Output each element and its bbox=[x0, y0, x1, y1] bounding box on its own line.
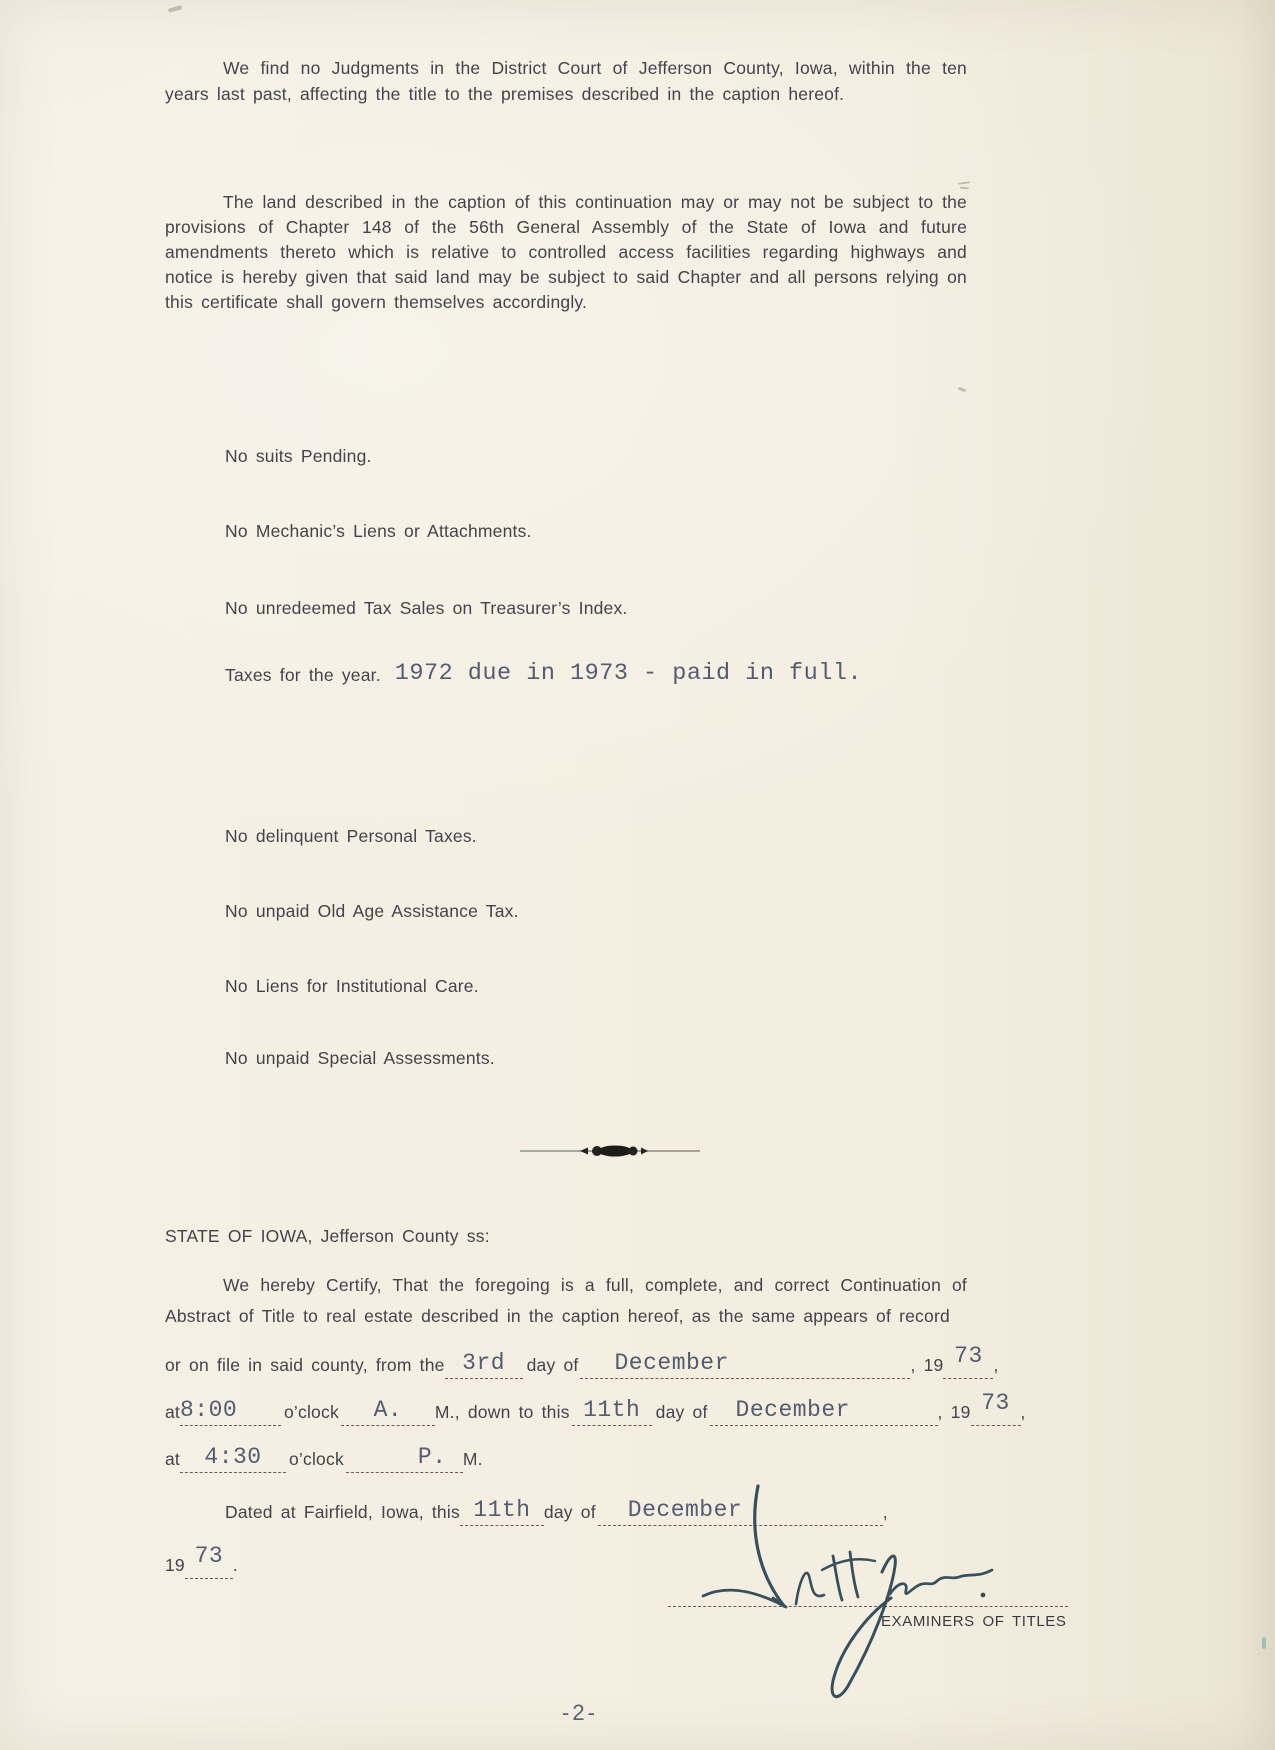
dated-comma: , bbox=[882, 1502, 888, 1522]
fill2-month-value: December bbox=[735, 1397, 850, 1423]
dated-prefix: Dated at Fairfield, Iowa, this bbox=[225, 1502, 460, 1522]
fill2-time-value: 8:00 bbox=[180, 1397, 238, 1423]
year-value: 73 bbox=[194, 1543, 224, 1569]
taxes-label: Taxes for the year. bbox=[225, 665, 381, 685]
fill2-day-value: 11th bbox=[583, 1397, 641, 1423]
scan-speck bbox=[958, 387, 967, 393]
fill2-year-blank bbox=[971, 1390, 1021, 1426]
fill2-comma: , bbox=[1020, 1402, 1026, 1422]
fill2-mid: M., down to this bbox=[434, 1402, 570, 1422]
fill3-time-blank bbox=[180, 1446, 286, 1473]
scan-speck bbox=[168, 5, 183, 12]
state-county-line: STATE OF IOWA, Jefferson County ss: bbox=[165, 1226, 490, 1246]
statement-no-suits: No suits Pending. bbox=[225, 446, 372, 466]
fill1-month-blank bbox=[580, 1352, 910, 1379]
paragraph-land-chapter-148: The land described in the caption of this continuation may or may not be subject to the provisions of Chapter 148 of the 56th General Assembly of the State of Iowa and future amendments thereto which is relative to controlled access facilities regarding highways and notice is hereby given that said land may be subject to said Chapter and all persons relying on this certificate shall govern themselves accordingly. bbox=[165, 192, 967, 312]
page-number: -2- bbox=[562, 1700, 598, 1725]
fill2-year-prefix: , 19 bbox=[937, 1402, 971, 1422]
taxes-line bbox=[225, 662, 862, 689]
fill2-day-of: day of bbox=[655, 1402, 708, 1422]
fill2-day-blank bbox=[572, 1399, 652, 1426]
dated-line bbox=[225, 1499, 888, 1526]
year-line bbox=[165, 1543, 238, 1579]
fill1-year-blank bbox=[943, 1343, 993, 1379]
fill-line-from-date bbox=[165, 1343, 999, 1379]
fill2-meridiem-value: A. bbox=[373, 1397, 403, 1423]
fill2-meridiem-blank bbox=[341, 1399, 435, 1426]
dated-day-of: day of bbox=[543, 1502, 596, 1522]
statement-no-institutional-care: No Liens for Institutional Care. bbox=[225, 976, 479, 996]
fill3-meridiem-blank bbox=[346, 1446, 463, 1473]
fill1-day-of: day of bbox=[526, 1355, 579, 1375]
scan-speck bbox=[958, 181, 970, 185]
dated-day-blank bbox=[460, 1499, 544, 1526]
dated-day-value: 11th bbox=[473, 1497, 531, 1523]
ornament-divider-icon bbox=[520, 1140, 700, 1162]
signature bbox=[600, 1430, 1030, 1730]
fill2-oclock: o’clock bbox=[284, 1402, 339, 1422]
fill3-meridiem-value: P. bbox=[417, 1444, 447, 1470]
fill-line-time-pm bbox=[165, 1446, 483, 1473]
statement-no-tax-sales: No unredeemed Tax Sales on Treasurer’s Index. bbox=[225, 598, 628, 618]
dated-month-blank bbox=[598, 1499, 883, 1526]
year-blank bbox=[185, 1543, 233, 1579]
examiners-of-titles-label: EXAMINERS OF TITLES bbox=[881, 1613, 1067, 1630]
scan-speck bbox=[1262, 1637, 1266, 1649]
fill3-m: M. bbox=[462, 1449, 483, 1469]
fill1-year-prefix: , 19 bbox=[910, 1355, 944, 1375]
fill2-month-blank bbox=[710, 1399, 938, 1426]
fill1-day-blank bbox=[445, 1352, 523, 1379]
fill2-time-blank bbox=[180, 1399, 281, 1426]
signature-line bbox=[668, 1606, 1068, 1607]
statement-no-personal-taxes: No delinquent Personal Taxes. bbox=[225, 826, 477, 846]
dated-month-value: December bbox=[627, 1497, 743, 1523]
year-period: . bbox=[232, 1555, 238, 1575]
fill3-time-value: 4:30 bbox=[204, 1444, 262, 1470]
statement-no-mechanics-liens: No Mechanic’s Liens or Attachments. bbox=[225, 521, 532, 541]
statement-no-special-assessments: No unpaid Special Assessments. bbox=[225, 1048, 495, 1068]
fill1-year-value: 73 bbox=[954, 1343, 983, 1369]
fill2-year-value: 73 bbox=[981, 1390, 1010, 1416]
fill-line-down-to bbox=[165, 1390, 1026, 1426]
statement-no-old-age-tax: No unpaid Old Age Assistance Tax. bbox=[225, 901, 519, 921]
year-prefix: 19 bbox=[165, 1555, 185, 1575]
taxes-typed-value: 1972 due in 1973 - paid in full. bbox=[394, 660, 863, 687]
fill3-oclock: o’clock bbox=[289, 1449, 344, 1469]
fill1-day-value: 3rd bbox=[462, 1350, 506, 1376]
fill1-prefix: or on file in said county, from the bbox=[165, 1355, 445, 1375]
certify-paragraph: We hereby Certify, That the foregoing is a full, complete, and correct Continuation of Abstract of Title to real estate described in the caption hereof, as the same appears of record bbox=[165, 1275, 967, 1326]
fill1-comma: , bbox=[993, 1355, 999, 1375]
fill2-at: at bbox=[165, 1402, 180, 1422]
fill1-month-value: December bbox=[614, 1350, 729, 1376]
fill3-at: at bbox=[165, 1449, 180, 1469]
paragraph-judgments: We find no Judgments in the District Court of Jefferson County, Iowa, within the ten years last past, affecting the title to the premises described in the caption hereof. bbox=[165, 58, 967, 104]
